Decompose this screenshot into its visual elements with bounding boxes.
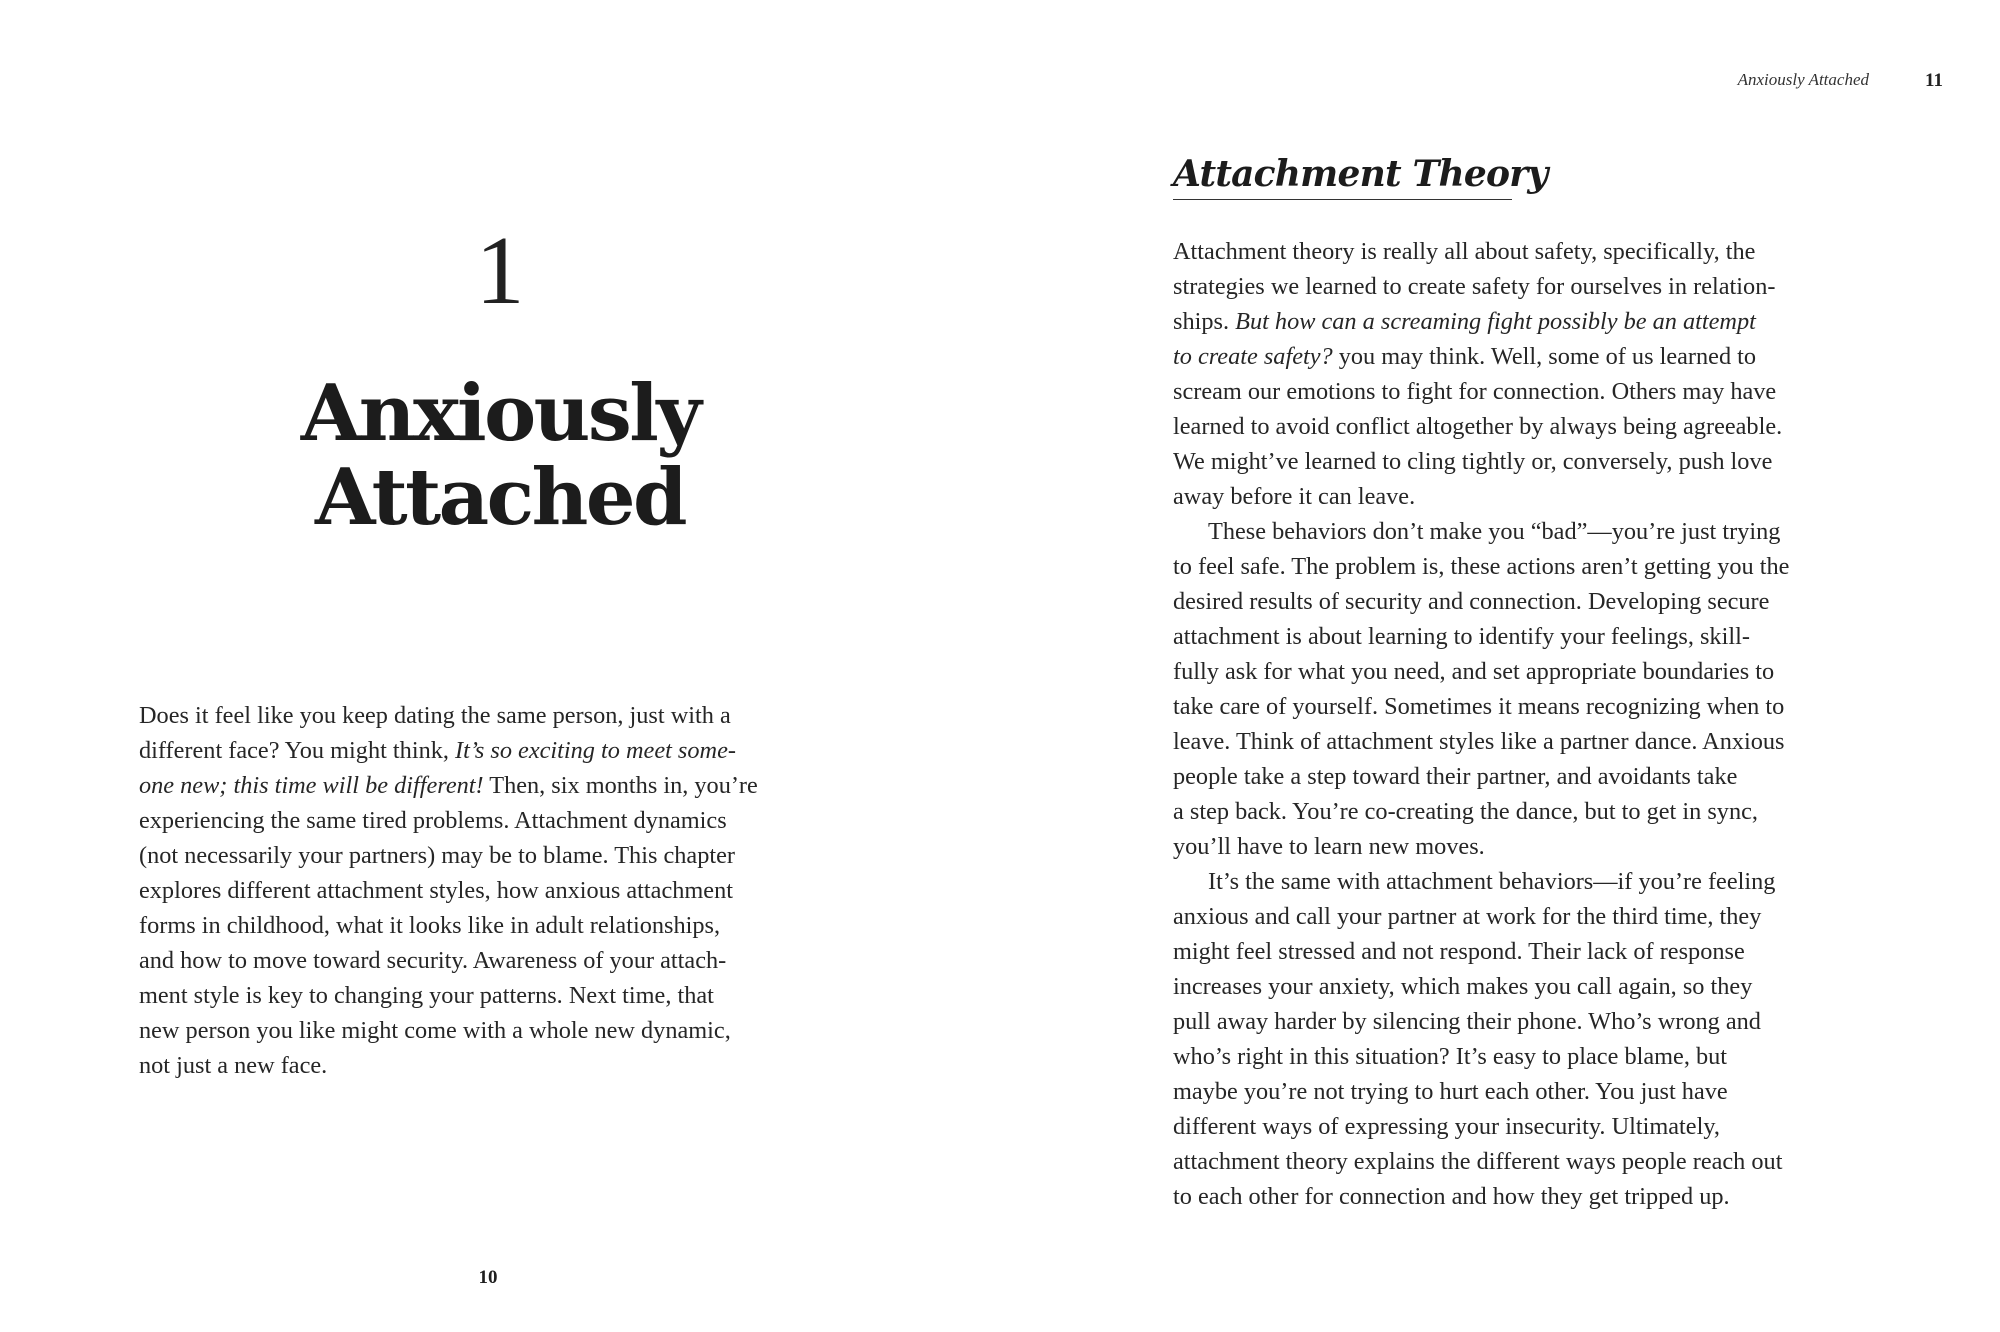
section-heading: Attachment Theory xyxy=(1173,153,1548,195)
text-line: people take a step toward their partner, and avoidants take xyxy=(1173,763,1738,790)
text-line: different face? You might think, It’s so exciting to meet some- xyxy=(139,737,736,764)
section-body xyxy=(1173,234,1893,1214)
text-line: not just a new face. xyxy=(139,1052,328,1079)
text-line: experiencing the same tired problems. Attachment dynamics xyxy=(139,807,727,834)
chapter-title-line: Anxiously xyxy=(300,368,700,459)
page-number-right: 11 xyxy=(1925,70,1943,91)
text-line: learned to avoid conflict altogether by always being agreeable. xyxy=(1173,413,1783,440)
text-line: scream our emotions to fight for connection. Others may have xyxy=(1173,378,1777,405)
text-line: pull away harder by silencing their phone. Who’s wrong and xyxy=(1173,1008,1761,1035)
text-line: ment style is key to changing your patterns. Next time, that xyxy=(139,982,714,1009)
right-page xyxy=(1000,0,2000,1332)
text-line: maybe you’re not trying to hurt each other. You just have xyxy=(1173,1078,1728,1105)
chapter-number: 1 xyxy=(475,217,525,325)
chapter-title xyxy=(0,368,1000,543)
text-line: desired results of security and connection. Developing secure xyxy=(1173,588,1770,615)
chapter-intro-paragraph xyxy=(139,698,859,1083)
text-line: you’ll have to learn new moves. xyxy=(1173,833,1485,860)
page-number-left: 10 xyxy=(478,1267,498,1288)
text-line: to feel safe. The problem is, these actions aren’t getting you the xyxy=(1173,553,1790,580)
chapter-title-line: Attached xyxy=(314,452,686,543)
text-line: a step back. You’re co-creating the dance, but to get in sync, xyxy=(1173,798,1758,825)
text-line: take care of yourself. Sometimes it means recognizing when to xyxy=(1173,693,1785,720)
text-line: strategies we learned to create safety for ourselves in relation- xyxy=(1173,273,1776,300)
text-line: attachment theory explains the different ways people reach out xyxy=(1173,1148,1783,1175)
text-line: We might’ve learned to cling tightly or, conversely, push love xyxy=(1173,448,1773,475)
text-line: Does it feel like you keep dating the same person, just with a xyxy=(139,702,731,729)
heading-underline xyxy=(1173,199,1512,200)
text-line: (not necessarily your partners) may be to blame. This chapter xyxy=(139,842,735,869)
running-head: Anxiously Attached xyxy=(1737,70,1869,89)
text-line: anxious and call your partner at work for the third time, they xyxy=(1173,903,1762,930)
text-line: different ways of expressing your insecurity. Ultimately, xyxy=(1173,1113,1720,1140)
text-line: explores different attachment styles, how anxious attachment xyxy=(139,877,733,904)
text-line: Attachment theory is really all about safety, specifically, the xyxy=(1173,238,1756,265)
text-line: leave. Think of attachment styles like a partner dance. Anxious xyxy=(1173,728,1785,755)
text-line: ships. But how can a screaming fight possibly be an attempt xyxy=(1173,308,1756,335)
text-line: and how to move toward security. Awareness of your attach- xyxy=(139,947,727,974)
text-line: to each other for connection and how they get tripped up. xyxy=(1173,1183,1730,1210)
text-line: who’s right in this situation? It’s easy to place blame, but xyxy=(1173,1043,1728,1070)
text-line: It’s the same with attachment behaviors—if you’re feeling xyxy=(1208,868,1776,895)
text-line: new person you like might come with a whole new dynamic, xyxy=(139,1017,731,1044)
text-line: might feel stressed and not respond. Their lack of response xyxy=(1173,938,1745,965)
text-line: one new; this time will be different! Then, six months in, you’re xyxy=(139,772,758,799)
text-line: fully ask for what you need, and set appropriate boundaries to xyxy=(1173,658,1775,685)
text-line: These behaviors don’t make you “bad”—you’re just trying xyxy=(1208,518,1781,545)
text-line: forms in childhood, what it looks like in adult relationships, xyxy=(139,912,721,939)
text-line: to create safety? you may think. Well, some of us learned to xyxy=(1173,343,1757,370)
text-line: attachment is about learning to identify your feelings, skill- xyxy=(1173,623,1750,650)
text-line: increases your anxiety, which makes you call again, so they xyxy=(1173,973,1753,1000)
text-line: away before it can leave. xyxy=(1173,483,1416,510)
